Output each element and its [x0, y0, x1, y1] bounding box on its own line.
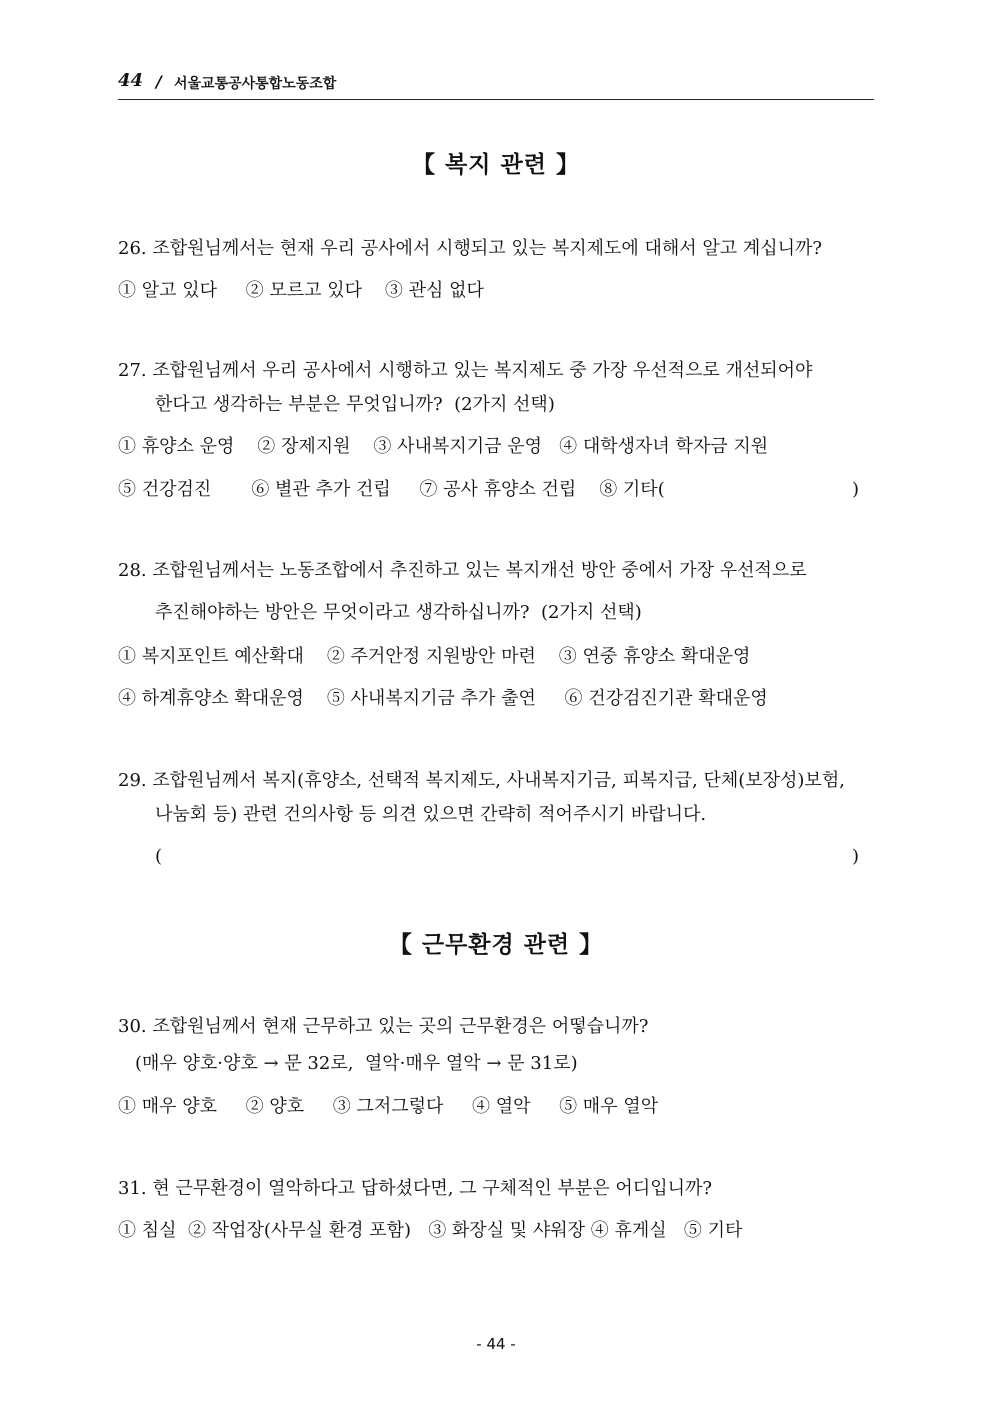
question-31-options: ① 침실 ② 작업장(사무실 환경 포함) ③ 화장실 및 샤워장 ④ 휴게실 ⑤ 기타 [118, 1220, 743, 1241]
question-27-options-line2: ⑤ 건강검진 ⑥ 별관 추가 건립 ⑦ 공사 휴양소 건립 ⑧ 기타( [118, 479, 665, 500]
section-title-work-environment: 【 근무환경 관련 】 [388, 932, 604, 958]
question-30-note: (매우 양호·양호 → 문 32로, 열악·매우 열악 → 문 31로) [135, 1053, 578, 1074]
question-31: 31. 현 근무환경이 열악하다고 답하셨다면, 그 구체적인 부분은 어디입니까? [118, 1178, 713, 1199]
question-29-line2: 나눔회 등) 관련 건의사항 등 의견 있으면 간략히 적어주시기 바랍니다. [155, 804, 707, 825]
footer-page-number: - 44 - [476, 1335, 516, 1353]
question-27-options-line1: ① 휴양소 운영 ② 장제지원 ③ 사내복지기금 운영 ④ 대학생자녀 학자금 지원 [118, 436, 769, 457]
section-title-welfare: 【 복지 관련 】 [412, 152, 580, 178]
question-27-other-close-paren: ) [852, 479, 860, 500]
question-26: 26. 조합원님께서는 현재 우리 공사에서 시행되고 있는 복지제도에 대해서 알고 계십니까? [118, 238, 823, 259]
question-29-line1: 29. 조합원님께서 복지(휴양소, 선택적 복지제도, 사내복지기금, 피복지급, 단체(보장성)보험, [118, 770, 845, 791]
question-28-line1: 28. 조합원님께서는 노동조합에서 추진하고 있는 복지개선 방안 중에서 가장 우선적으로 [118, 560, 807, 581]
question-28-options-line1: ① 복지포인트 예산확대 ② 주거안정 지원방안 마련 ③ 연중 휴양소 확대운영 [118, 646, 751, 667]
question-27-line2: 한다고 생각하는 부분은 무엇입니까? (2가지 선택) [155, 394, 555, 415]
question-28-options-line2: ④ 하계휴양소 확대운영 ⑤ 사내복지기금 추가 출연 ⑥ 건강검진기관 확대운영 [118, 688, 768, 709]
header-organization: 서울교통공사통합노동조합 [174, 76, 337, 92]
header-page-number: 44 [118, 70, 144, 91]
question-26-options: ① 알고 있다 ② 모르고 있다 ③ 관심 없다 [118, 280, 484, 301]
question-28-line2: 추진해야하는 방안은 무엇이라고 생각하십니까? (2가지 선택) [155, 602, 642, 623]
question-27-line1: 27. 조합원님께서 우리 공사에서 시행하고 있는 복지제도 중 가장 우선적으로 개선되어야 [118, 360, 813, 381]
question-29-answer-open: ( [155, 846, 163, 867]
question-29-answer-close: ) [852, 846, 860, 867]
question-30-options: ① 매우 양호 ② 양호 ③ 그저그렇다 ④ 열악 ⑤ 매우 열악 [118, 1096, 659, 1117]
page-header [118, 68, 874, 100]
header-slash: / [156, 72, 162, 91]
question-30: 30. 조합원님께서 현재 근무하고 있는 곳의 근무환경은 어떻습니까? [118, 1016, 649, 1037]
